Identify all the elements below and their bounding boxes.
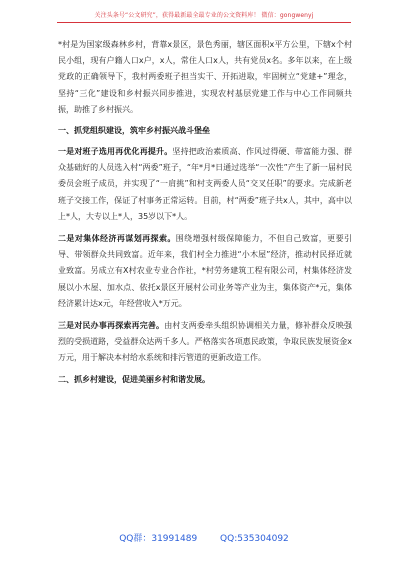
header-banner: 关注头条号“公文研究”，获得最新最全最专业的公文资料库！ 微信：gongwenyj	[94, 12, 314, 19]
body-paragraph-economy	[58, 231, 352, 312]
body-paragraph-service	[58, 318, 352, 367]
paragraph-text: 坚持把政治素质高、作风过得硬、带富能力强、群众基础好的人员选入村“两委”班子，“年*月*日通过选举“一次性”产生了新一届村民委员会班子成员，并实现了“一肩挑”和村支两委人员“交叉任职”的要求。完成新老班子交接工作，保证了村事务正常运转。目前，村“两委”班子共x人，其中，高中以上*人，大专以上*人，35岁以下*人。	[58, 147, 353, 221]
section-heading-1: 一、抓党组织建设，筑牢乡村振兴战斗堡垒	[58, 126, 210, 136]
section-heading-2: 二、抓乡村建设，促进美丽乡村和谐发展。	[58, 374, 210, 384]
qq-label: QQ:535304092	[220, 534, 289, 544]
header-divider	[57, 22, 351, 23]
qq-group-label: QQ群：31991489	[119, 534, 198, 544]
paragraph-lead: 二是对集体经济再谋划再探索。	[58, 234, 176, 244]
paragraph-lead: 三是对民办事再探索再完善。	[58, 321, 165, 331]
paragraph-text: 由村支两委牵头组织协调相关力量，修补群众反映强烈的受损道路，受益群众达两千多人。严格落实各项惠民政策，争取民族发展资金x万元，用于解决本村给水系统和排污管道的更新改造工作。	[58, 321, 353, 363]
footer-contact	[0, 531, 408, 544]
intro-paragraph: *村是为国家级森林乡村，背靠x景区，景色秀丽，辖区面积x平方公里，下辖x个村民小组，现有户籍人口x户，x人，常住人口x人，共有党员x名。多年以来，在上级党政的正确领导下，我村两委班子担当实干、开拓进取，牢固树立“党建+”理念，坚持“三化”建设和乡村振兴同步推进，实现农村基层党建工作与中心工作同频共振，助推了乡村振兴。	[58, 40, 352, 114]
document-body	[58, 37, 352, 393]
body-paragraph-team	[58, 144, 352, 225]
paragraph-text: 围绕增强村级保障能力，不但自己致富，更要引导、带领群众共同致富。近年来，我们村全力推进“小木屋”经济，推动村民择近就业致富。另成立有X村农业专业合作社，*村劳务建筑工程有限公司，村集体经济发展以小木屋、加水点、依托x景区开展村公司业务等产业为主，集体资产*元，集体经济累计达x元，年经营收入*万元。	[58, 234, 352, 308]
paragraph-lead: 一是对班子选用再优化再提升。	[58, 147, 173, 157]
